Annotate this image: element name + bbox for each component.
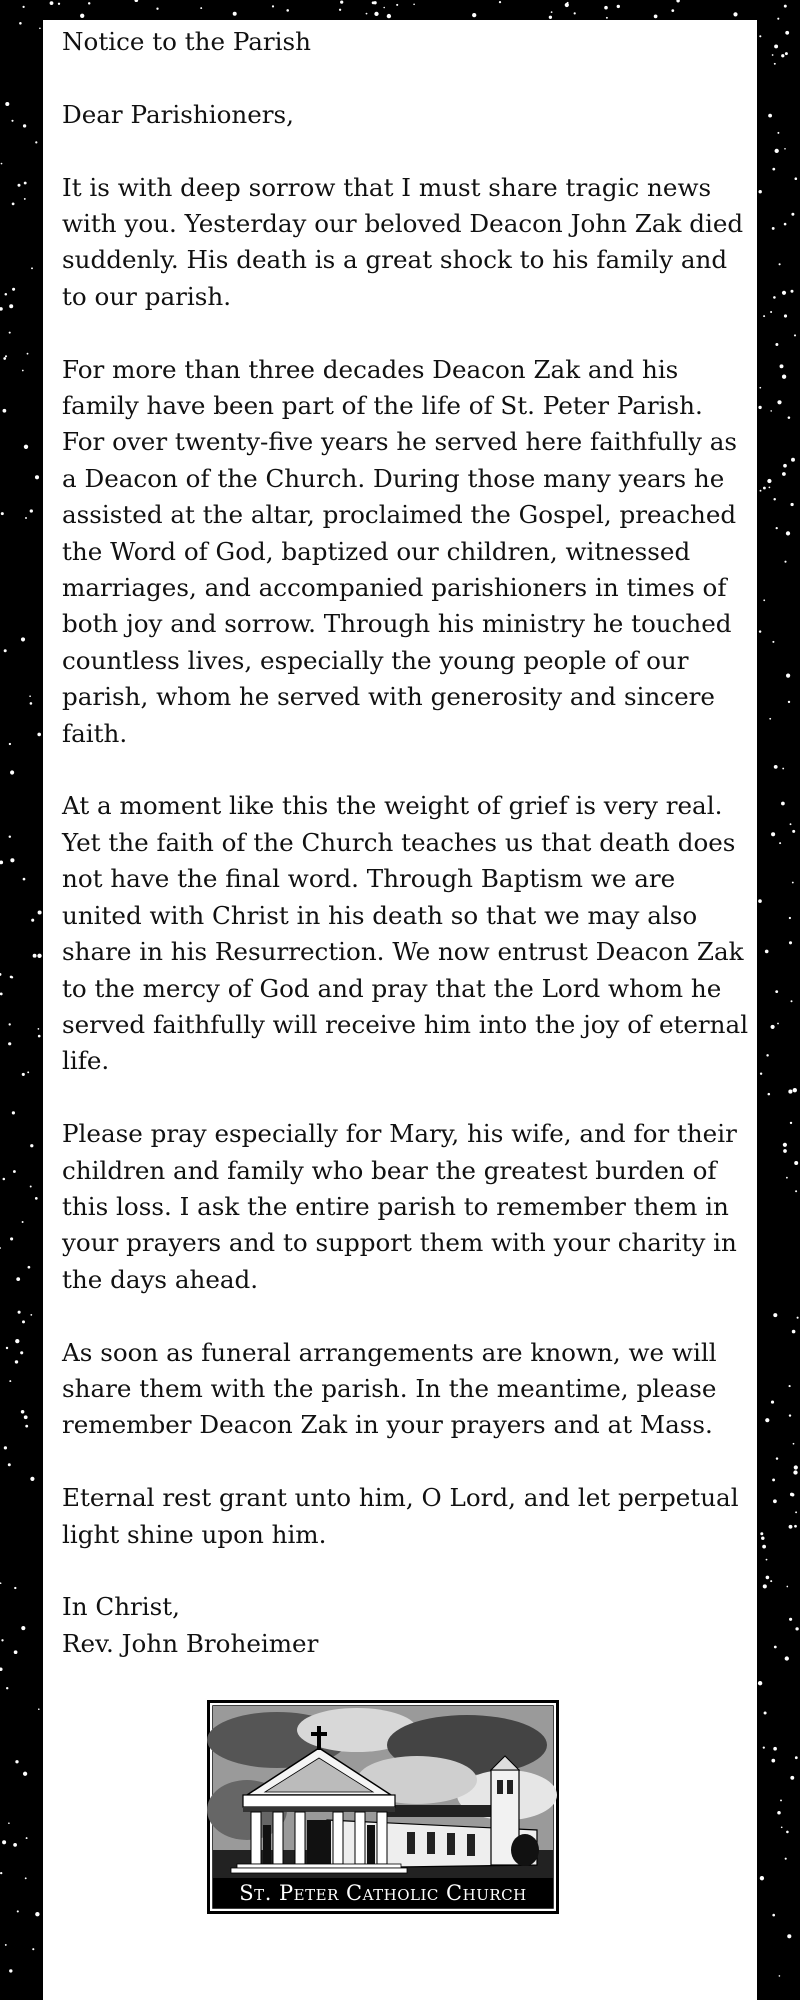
star <box>789 917 791 919</box>
star <box>765 950 769 954</box>
star <box>782 768 784 770</box>
star <box>156 8 158 10</box>
star <box>772 1914 775 1917</box>
star <box>24 1415 28 1419</box>
star <box>4 1446 7 1449</box>
star <box>774 44 778 48</box>
star <box>775 343 778 346</box>
star <box>786 531 790 535</box>
star <box>771 1401 774 1404</box>
star <box>776 1457 778 1459</box>
star <box>771 1025 775 1029</box>
star <box>772 1478 775 1481</box>
star <box>784 314 787 317</box>
star <box>773 498 775 500</box>
star <box>22 1320 25 1323</box>
star <box>13 1843 17 1847</box>
star <box>21 1410 25 1414</box>
star <box>771 832 775 836</box>
paragraph-ministry: For more than three decades Deacon Zak and his family have been part of the life of St. Peter Parish. For over twenty-five years he served here faithfully as a Deacon of the Church. During those many years he assisted at the altar, proclaimed the Gospel, preached the Word of God, baptized our children, witnessed marriages, and accompanied parishioners in times of both joy and sorrow. Through his ministry he touched countless lives, especially the young people of our parish, whom he served with generosity and sincere faith. <box>62 354 738 748</box>
letter-body <box>62 24 752 1662</box>
star <box>788 416 791 419</box>
star <box>758 1681 762 1685</box>
star <box>789 1618 792 1621</box>
star <box>10 770 14 774</box>
star <box>783 1143 787 1147</box>
star <box>777 400 781 404</box>
star <box>396 4 398 6</box>
star <box>794 334 796 336</box>
star <box>24 445 28 449</box>
church-logo <box>207 1700 559 1914</box>
star <box>775 990 778 993</box>
star <box>22 6 24 8</box>
star <box>374 12 378 16</box>
star <box>8 1822 10 1824</box>
star <box>782 291 786 295</box>
star <box>31 919 34 922</box>
paragraph-announcement: It is with deep sorrow that I must share tragic news with you. Yesterday our beloved Deacon John Zak died suddenly. His death is a great shock to his family and to our parish. <box>62 172 744 311</box>
star <box>788 1090 792 1094</box>
star <box>1 1639 3 1641</box>
star <box>383 7 385 9</box>
star <box>27 353 29 355</box>
star <box>9 743 11 745</box>
signature: Rev. John Broheimer <box>62 1628 319 1658</box>
star <box>790 1776 794 1780</box>
star <box>0 307 3 311</box>
star <box>775 149 779 153</box>
star <box>768 114 772 118</box>
star <box>30 1144 33 1147</box>
star <box>773 1747 777 1751</box>
star <box>760 1073 762 1075</box>
star <box>15 1339 19 1343</box>
star <box>758 899 762 903</box>
star <box>1 512 4 515</box>
star <box>24 198 26 200</box>
star <box>35 475 39 479</box>
star <box>789 941 792 944</box>
star <box>763 1746 765 1748</box>
star <box>9 1969 12 1972</box>
star <box>790 503 793 506</box>
star <box>769 718 771 720</box>
star <box>791 290 794 293</box>
salutation: Dear Parishioners, <box>62 99 294 129</box>
star <box>774 63 776 65</box>
star <box>16 1277 20 1281</box>
star <box>793 1470 797 1474</box>
star <box>272 5 274 7</box>
star <box>760 1876 764 1880</box>
star <box>794 1525 797 1528</box>
star <box>9 1380 11 1382</box>
star <box>604 6 608 10</box>
closing: In Christ, <box>62 1592 180 1622</box>
star <box>773 296 776 299</box>
star <box>31 267 33 269</box>
star <box>30 1314 32 1316</box>
star <box>12 203 15 206</box>
star <box>777 1811 781 1815</box>
star <box>25 1425 28 1428</box>
star <box>25 517 27 519</box>
star <box>793 1088 797 1092</box>
star <box>791 213 794 216</box>
star <box>30 1477 34 1481</box>
star <box>38 910 42 914</box>
star <box>794 1465 798 1469</box>
star <box>574 12 576 14</box>
star <box>767 479 771 483</box>
paragraph-prayers-family: Please pray especially for Mary, his wife, and for their children and family who bear the greatest burden of this loss. I ask the entire parish to remember them in your prayers and to support them with your charity in the days ahead. <box>62 1119 737 1294</box>
star <box>30 702 33 705</box>
star <box>772 168 775 171</box>
star <box>759 387 761 389</box>
star <box>3 1178 6 1181</box>
star <box>794 1161 798 1165</box>
star <box>617 5 620 8</box>
star <box>606 17 608 19</box>
star <box>790 1493 794 1497</box>
star <box>12 1111 15 1114</box>
star <box>366 13 368 15</box>
star <box>786 1831 789 1834</box>
star <box>791 1000 793 1002</box>
star <box>797 1317 799 1319</box>
star <box>23 1772 27 1776</box>
star <box>38 1035 41 1038</box>
star <box>779 263 781 265</box>
star <box>5 355 7 357</box>
notice-page <box>43 20 757 2000</box>
star <box>0 1582 1 1584</box>
star <box>786 1177 788 1179</box>
star <box>788 701 790 703</box>
star <box>772 227 775 230</box>
star <box>785 1656 789 1660</box>
star <box>35 141 37 143</box>
star <box>5 102 9 106</box>
star <box>25 1877 27 1879</box>
star <box>784 148 786 150</box>
star <box>676 0 679 3</box>
star <box>783 464 787 468</box>
star <box>733 12 737 16</box>
star <box>774 1646 777 1649</box>
star <box>88 2 90 4</box>
star <box>789 1525 793 1529</box>
star <box>14 1587 16 1589</box>
star <box>29 695 31 697</box>
star <box>0 1872 2 1874</box>
star <box>790 823 792 825</box>
star <box>20 1351 23 1354</box>
star <box>758 406 761 409</box>
star <box>764 1711 767 1714</box>
star <box>38 1708 40 1710</box>
star <box>770 1580 772 1582</box>
star <box>134 0 138 2</box>
star <box>785 52 788 55</box>
star <box>771 1759 775 1763</box>
star <box>39 27 41 29</box>
star <box>781 54 784 57</box>
star <box>13 1170 16 1173</box>
star <box>765 1418 769 1422</box>
star <box>17 1910 19 1912</box>
star <box>759 35 761 37</box>
star <box>32 1948 34 1950</box>
star <box>777 18 779 20</box>
star <box>339 9 341 11</box>
star <box>759 190 762 193</box>
star <box>0 992 3 995</box>
star <box>780 1799 782 1801</box>
star <box>9 1023 11 1025</box>
star <box>30 509 33 512</box>
star <box>18 184 21 187</box>
star <box>10 858 14 862</box>
star <box>763 315 765 317</box>
star <box>413 3 415 5</box>
star <box>783 1149 787 1153</box>
star <box>772 54 774 56</box>
star <box>200 7 202 9</box>
star <box>787 1934 791 1938</box>
star <box>28 1266 31 1269</box>
star <box>565 3 569 7</box>
star <box>789 1385 791 1387</box>
star <box>760 1532 763 1535</box>
star <box>9 835 11 837</box>
star <box>0 1247 1 1249</box>
star <box>551 11 553 13</box>
star <box>33 954 37 958</box>
star <box>58 3 60 5</box>
star <box>8 1042 11 1045</box>
star <box>793 1443 795 1445</box>
star <box>784 223 787 226</box>
star <box>9 304 13 308</box>
star <box>784 561 786 563</box>
star <box>766 1576 770 1580</box>
star <box>763 487 766 490</box>
star <box>781 1826 783 1828</box>
paragraph-eternal-rest: Eternal rest grant unto him, O Lord, and let perpetual light shine upon him. <box>62 1483 739 1549</box>
star <box>3 357 6 360</box>
star <box>760 490 762 492</box>
star <box>21 637 25 641</box>
star <box>782 472 786 476</box>
star <box>38 1028 40 1030</box>
star <box>766 1559 768 1561</box>
star <box>671 9 674 12</box>
star <box>8 1463 11 1466</box>
star <box>773 1499 777 1503</box>
star <box>11 976 13 978</box>
star <box>23 124 26 127</box>
star <box>781 802 785 806</box>
star <box>286 9 289 12</box>
star <box>789 1414 791 1416</box>
star <box>35 1197 38 1200</box>
star <box>795 177 798 180</box>
star <box>768 1093 771 1096</box>
star <box>776 527 778 529</box>
star <box>773 1313 777 1317</box>
star <box>14 1650 18 1654</box>
star <box>780 364 784 368</box>
star <box>22 1221 24 1223</box>
star <box>27 1071 29 1073</box>
star <box>782 375 786 379</box>
notice-title: Notice to the Parish <box>62 27 312 56</box>
star <box>2 1840 6 1844</box>
star <box>763 1584 767 1588</box>
star <box>795 1756 798 1759</box>
star <box>790 1122 792 1124</box>
star <box>786 1586 788 1588</box>
star <box>1 163 3 165</box>
star <box>795 1190 797 1192</box>
star <box>772 641 774 643</box>
star <box>0 1667 3 1671</box>
star <box>761 1536 764 1539</box>
star <box>769 487 771 489</box>
star <box>9 332 11 334</box>
paragraph-faith: At a moment like this the weight of grief is very real. Yet the faith of the Church teaches us that death does not have the final word. Through Baptism we are united with Christ in his death so that we may also share in his Resurrection. We now entrust Deacon Zak to the mercy of God and pray that the Lord whom he served faithfully will receive him into the joy of eternal life. <box>62 791 749 1076</box>
star <box>785 31 789 35</box>
star <box>792 830 795 833</box>
star <box>12 288 15 291</box>
star <box>21 1626 25 1630</box>
star <box>35 1912 39 1916</box>
star <box>791 458 795 462</box>
star <box>15 1760 18 1763</box>
star <box>6 1687 8 1689</box>
star <box>654 15 658 19</box>
star <box>80 14 84 18</box>
star <box>373 1 376 4</box>
star <box>779 842 781 844</box>
star <box>50 1 54 5</box>
star <box>792 1330 796 1334</box>
star <box>4 649 7 652</box>
star <box>766 1054 768 1056</box>
star <box>785 1858 787 1860</box>
star <box>777 132 779 134</box>
star <box>795 1511 797 1513</box>
star <box>472 13 476 17</box>
star <box>759 630 761 632</box>
star <box>37 954 41 958</box>
star <box>22 370 24 372</box>
star <box>11 120 13 122</box>
star <box>18 1311 21 1314</box>
star <box>762 1545 766 1549</box>
star <box>6 1347 8 1349</box>
star <box>0 973 1 976</box>
star <box>499 1 501 3</box>
star <box>0 861 3 865</box>
paragraph-funeral: As soon as funeral arrangements are known, we will share them with the parish. In the meantime, please remember Deacon Zak in your prayers and at Mass. <box>62 1337 717 1440</box>
star <box>3 409 7 413</box>
star <box>24 182 27 185</box>
star <box>22 1073 25 1076</box>
star <box>10 1237 13 1240</box>
star <box>23 878 26 881</box>
star <box>5 1944 7 1946</box>
star <box>5 293 8 296</box>
star <box>792 882 794 884</box>
star <box>15 1360 18 1363</box>
star <box>770 410 772 412</box>
star <box>549 16 552 19</box>
star <box>774 765 778 769</box>
star <box>26 1837 28 1839</box>
star <box>784 5 787 8</box>
star <box>233 12 237 16</box>
logo-caption: St. Peter Catholic Church <box>239 1881 527 1905</box>
star <box>340 0 343 3</box>
star <box>795 1627 798 1630</box>
star <box>777 1023 779 1025</box>
star <box>770 311 772 313</box>
star <box>30 1186 32 1188</box>
star <box>387 14 391 18</box>
star <box>779 1975 781 1977</box>
star <box>763 599 765 601</box>
star <box>37 733 41 737</box>
star <box>19 22 22 25</box>
star <box>786 674 790 678</box>
